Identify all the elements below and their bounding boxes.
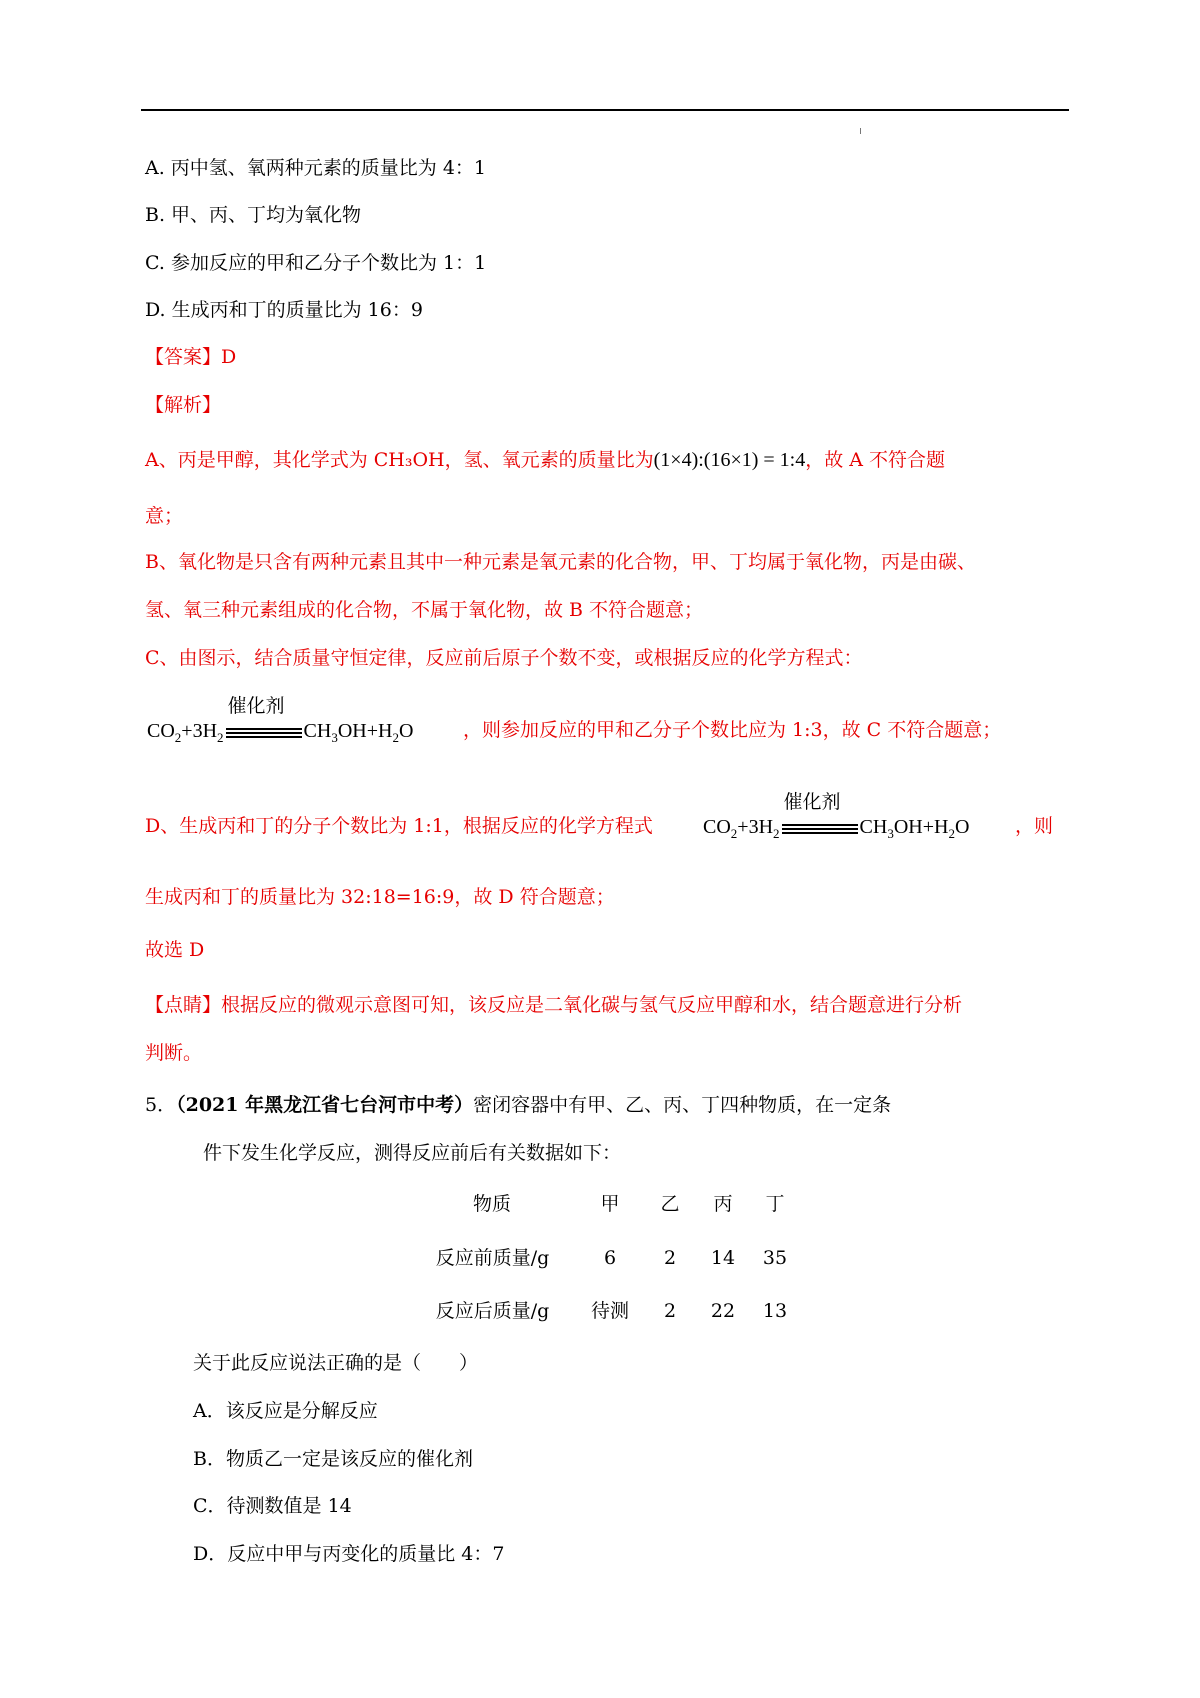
- prev-option-d: D. 生成丙和丁的质量比为 16：9: [145, 299, 423, 321]
- analysis-c-line1: C、由图示，结合质量守恒定律，反应前后原子个数不变，或根据反应的化学方程式：: [145, 647, 863, 669]
- analysis-a-prefix: A、丙是甲醇，其化学式为 CH₃OH，氢、氧元素的质量比为: [145, 449, 654, 471]
- header-rule: [141, 109, 1069, 111]
- q5-stem1: 密闭容器中有甲、乙、丙、丁四种物质，在一定条: [473, 1094, 892, 1116]
- table-header-yi: 乙: [660, 1193, 680, 1215]
- q5-option-a: A．该反应是分解反应: [193, 1400, 378, 1422]
- table-row-after-bing: 22: [710, 1300, 736, 1322]
- q5-question: 关于此反应说法正确的是（ ）: [193, 1352, 479, 1374]
- analysis-a-formula: (1×4):(16×1) = 1:4: [653, 449, 806, 471]
- table-header-ding: 丁: [765, 1193, 785, 1215]
- analysis-d-suffix: ，则: [1015, 815, 1054, 837]
- table-header-bing: 丙: [713, 1193, 733, 1215]
- table-row-after-jia: 待测: [590, 1300, 629, 1322]
- table-row-after-ding: 13: [762, 1300, 788, 1322]
- comment-line2: 判断。: [145, 1042, 203, 1064]
- comment-line1: 【点睛】根据反应的微观示意图可知，该反应是二氧化碳与氢气反应甲醇和水，结合题意进行分析: [145, 994, 963, 1016]
- table-row-before-label: 反应前质量/g: [435, 1247, 550, 1269]
- q5-stem-line1: [145, 1091, 891, 1119]
- margin-mark: [860, 128, 861, 134]
- table-row-before-bing: 14: [710, 1247, 736, 1269]
- answer: 【答案】D: [145, 346, 237, 368]
- analysis-a-line1: [145, 446, 945, 474]
- equation-c: $CO_2+3H_2$ 催化剂 $CH_3OH+H_2O$: [147, 717, 413, 752]
- analysis-d-line2: 生成丙和丁的质量比为 32:18=16:9，故 D 符合题意；: [145, 886, 615, 908]
- q5-option-c: C．待测数值是 14: [193, 1495, 352, 1517]
- q5-number: 5．: [145, 1094, 177, 1116]
- q5-source: （2021 年黑龙江省七台河市中考）: [176, 1094, 474, 1116]
- catalyst-label-d: 催化剂: [783, 791, 841, 814]
- table-row-after-label: 反应后质量/g: [435, 1300, 550, 1322]
- table-row-after-yi: 2: [663, 1300, 677, 1322]
- q5-option-d: D．反应中甲与丙变化的质量比 4：7: [193, 1543, 505, 1565]
- catalyst-arrow: [226, 695, 302, 742]
- analysis-a-suffix: ，故 A 不符合题: [805, 449, 946, 471]
- q5-option-b: B．物质乙一定是该反应的催化剂: [193, 1448, 473, 1470]
- prev-option-b: B. 甲、丙、丁均为氧化物: [145, 204, 362, 226]
- conclusion: 故选 D: [145, 939, 205, 961]
- catalyst-label: 催化剂: [227, 695, 285, 718]
- table-row-before-ding: 35: [762, 1247, 788, 1269]
- table-header-jia: 甲: [600, 1193, 620, 1215]
- prev-option-c: C. 参加反应的甲和乙分子个数比为 1：1: [145, 252, 487, 274]
- analysis-b-line2: 氢、氧三种元素组成的化合物，不属于氧化物，故 B 不符合题意；: [145, 599, 704, 621]
- table-row-before-jia: 6: [603, 1247, 617, 1269]
- table-header-substance: 物质: [472, 1193, 511, 1215]
- prev-option-a: A. 丙中氢、氧两种元素的质量比为 4：1: [145, 157, 487, 179]
- table-row-before-yi: 2: [663, 1247, 677, 1269]
- catalyst-arrow-d: [782, 791, 858, 838]
- analysis-a-line2: 意；: [145, 505, 184, 527]
- analysis-d-prefix: D、生成丙和丁的分子个数比为 1:1，根据反应的化学方程式: [145, 815, 653, 837]
- analysis-c-suffix: ，则参加反应的甲和乙分子个数比应为 1:3，故 C 不符合题意；: [463, 719, 1002, 741]
- analysis-b-line1: B、氧化物是只含有两种元素且其中一种元素是氧元素的化合物，甲、丁均属于氧化物，丙是由碳、: [145, 551, 976, 573]
- analysis-heading: 【解析】: [145, 394, 222, 416]
- q5-stem-line2: 件下发生化学反应，测得反应前后有关数据如下：: [203, 1142, 622, 1164]
- equation-d: $CO_2+3H_2$ 催化剂 $CH_3OH+H_2O$: [703, 813, 969, 848]
